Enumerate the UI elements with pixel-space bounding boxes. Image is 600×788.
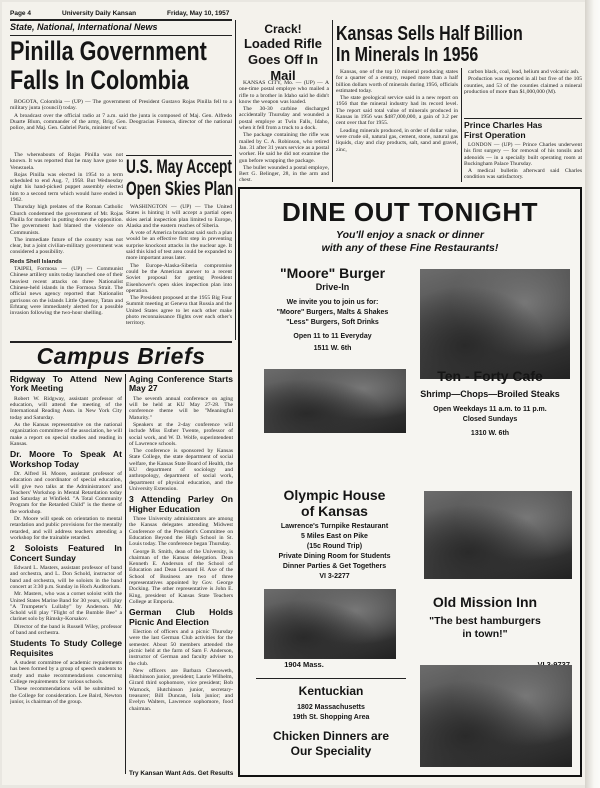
moore-hours: Open 11 to 11 Everyday [293,333,372,340]
section-label: State, National, International News [10,22,158,32]
brief-paragraph: Mr. Masters, who was a cornet soloist with the United States Marine Band for 30 years, will play "A Trumpeter's Lullaby" by Anderson. Mr. Schold will play "Flight of the Bumble Bee" a clarinet solo by Rimsky-Korsakov. [10,591,122,623]
pinilla-paragraph: BOGOTA, Colombia — (UP) — The government of President Gustavo Rojas Pinilla fell to a military junta (council) today. [10,99,232,112]
prince-paragraph: LONDON — (UP) — Prince Charles underwent his first surgery — for removal of his tonsils and adenoids — in a specially built operating room at Buckingham Palace Thursday. [464,142,582,167]
olympic-line: Dinner Parties & Get Togethers [282,563,387,570]
olympic-line: Lawrence's Turnpike Restaurant [280,523,389,530]
pinilla-paragraph: Rojas Pinilla was elected in 1954 to a term scheduled to end Aug. 7, 1958. But Wednesday night his hand-picked puppet assembly elected him to a second term which would have ended in 1962. [10,171,123,204]
brief-paragraph: A student committee of academic requirements has been formed by a group of speech students to study and make recommendations concerning College requirements for various schools. [10,660,122,686]
brief-paragraph: The conference is sponsored by Kansas State College, the state department of social welfare, the Kansas State Board of Health, the KU department of sociology and anthropology, department of social work, department of physical education, and the University Extension. [129,448,233,492]
aerial-headline [126,157,236,207]
prince-rule [464,118,582,119]
kentuckian-location: 19th St. Shopping Area [292,714,370,721]
olympic-name-line2: of Kansas [301,503,368,519]
olympic-line: (15c Round Trip) [306,543,363,550]
pinilla-column [10,152,123,354]
prince-headline [464,120,585,142]
campus-left-column [10,372,122,777]
minerals-paragraph: Production was reported in all but five of the 105 counties, and 53 of the counties claimed a mineral production of more than $1,000,000 (M). [464,76,582,95]
ten-forty-name: Ten - Forty Cafe [437,368,543,384]
minerals-headline-line2: In Minerals In 1956 [336,44,479,66]
pinilla-headline-line2: Falls In Colombia [10,65,189,95]
brief-headline: Aging Conference Starts May 27 [129,374,233,394]
dine-out-ad [238,187,582,777]
ten-forty-photo [264,369,406,433]
moore-line: We invite you to join us for: [286,299,379,306]
pinilla-paragraph: A broadcast over the official radio at 7 a.m. said the junta is composed of Maj. Gen. Alfredo Duarte Blum, commander of the army, Brig. Gen. Deogracias Fonseca, director of the national police, and Maj. Gen. Gabriel Paris, minister of war. [10,112,232,132]
aerial-column [126,204,232,352]
aerial-paragraph: The President proposed at the 1955 Big Four Summit meeting at Geneva that Russia and the United States agree to let each other make photo reconnaissance flights over each other's territory. [126,295,232,327]
kentuckian-tagline-line2: Our Speciality [290,744,372,758]
olympic-line: Private Dining Room for Students [278,553,391,560]
pinilla-lead [10,99,232,155]
brief-paragraph: New officers are Barbara Chenoweth, Hutchinson junior, president; Laurie Wilhelm, Girard third sophomore, vice president; Bob Warnock, Hutchinson junior, secretary-treasurer; Bill Duncan, Iola junior; and Evelyn Walters, Lawrence sophomore, food chairman. [129,667,233,712]
ten-forty-menu: Shrimp—Chops—Broiled Steaks [420,389,560,399]
ten-forty-address: 1310 W. 6th [470,430,510,437]
brief-paragraph: As the Kansas representative on the national organization committee of the association, he will make a report on special studies and reading in Kansas. [10,422,122,447]
olympic-photo [424,491,572,579]
campus-right-column [129,372,233,767]
brief-paragraph: Robert W. Ridgway, assistant professor of education, will attend the meeting of the International Reading Assn. in New York City today and Saturday. [10,395,122,421]
rifle-headline [238,22,328,80]
brief-headline: German Club Holds Picnic And Election [129,607,233,627]
brief-paragraph: These recommendations will be submitted to the College for consideration. Lee Baird, Newton junior, is chairman of the group. [10,686,122,705]
paper-name: University Daily Kansan [62,10,137,17]
prince-headline-line1: Prince Charles Has [464,120,543,130]
kentuckian-name: Kentuckian [298,684,364,698]
brief-headline: 3 Attending Parley On Higher Education [129,494,233,514]
kentuckian-rule [256,678,406,679]
page-gutter [585,0,600,788]
minerals-paragraph: carbon black, coal, lead, helium and volcanic ash. [468,69,580,75]
brief-headline: Dr. Moore To Speak At Workshop Today [10,449,122,469]
newspaper-page [2,2,585,785]
rifle-column [239,80,329,184]
minerals-headline-line1: Kansas Sells Half Billion [336,24,523,45]
minerals-paragraph: Leading minerals produced, in order of dollar value, were crude oil, natural gas, cement, stone, natural gas liquids, clay and clay products, salt, sand and gravel, zinc, [336,127,458,153]
folio-rule [10,19,232,21]
rifle-paragraph: The bullet wounded a postal employe, Bert G. Belinger, 28, in the arm and chest. [239,164,329,184]
brief-paragraph: Dr. Moore will speak on orientation to mental retardation and public provisions for the mentally retarded, and will address teachers attending a workshop for the trainable retarded. [10,516,122,541]
moore-address: 1511 W. 6th [313,345,352,352]
ad-subtitle [240,229,580,257]
brief-paragraph: Edward L. Masters, assistant professor of band and orchestra, and L. Don Schold, instructor of band and orchestra, will be soloists in the band concert at 3:30 p.m. Sunday in Hoch Auditorium. [10,565,122,590]
column-rule [332,20,333,182]
brief-paragraph: The seventh annual conference on aging will be held at KU May 27-28. The conference theme will be "Meaningful Maturity." [129,395,233,421]
rifle-headline-line1: Crack! [264,22,302,36]
moore-drive-in-photo [420,269,570,379]
pinilla-paragraph: The whereabouts of Rojas Pinilla was not known. It was reported that he may have gone to Venezuela. [10,152,123,171]
prince-paragraph: A medical bulletin afterward said Charles condition was satisfactory. [464,168,582,181]
kentuckian-address: 1802 Massachusetts [297,704,365,711]
brief-headline: Ridgway To Attend New York Meeting [10,374,122,394]
moore-burger-listing [250,265,415,385]
column-rule [235,20,236,340]
kentuckian-tagline: Chicken Dinners are [272,729,390,743]
campus-banner [10,342,232,370]
campus-column-rule [125,374,126,774]
section-rule [10,35,232,36]
minerals-column-2 [464,69,582,117]
rifle-paragraph: The 30-30 carbine discharged accidentally Thursday and wounded a postal employe at Twin Falls, Idaho, when it fell from a truck to a dock. [239,106,329,132]
brief-paragraph: Election of officers and a picnic Thursday were the last German Club activities for the semester. About 50 members attended the picnic held at the farm of Sam F. Anderson, instructor of German and faculty adviser to the club. [129,629,233,667]
reds-headline: Reds Shell Islands [10,258,63,265]
prince-headline-line2: First Operation [464,130,526,140]
ad-title [240,197,580,227]
minerals-headline [336,24,585,68]
ad-title-text: DINE OUT TONIGHT [282,197,538,227]
moore-line: "Less" Burgers, Soft Drinks [286,319,379,326]
kentuckian-photo [420,665,572,767]
moore-name: "Moore" Burger [279,265,386,281]
pinilla-headline-line1: Pinilla Government [10,37,207,66]
reds-paragraph: TAIPEI, Formosa — (UP) — Communist Chinese artillery units today launched one of their heaviest recent attacks on three Nationalist Chinese-held islands in the Formosa Strait. The official news agency reported that Nationalist garrisons on the islands Little Quemoy, Tatan and Erhtang were immediately alerted for a possible invasion following the two-hour shelling. [10,266,123,317]
aerial-paragraph: A vote of America broadcast said such a plan would be an effective first step in preventing surprise knockout attacks in the nuclear age. It said this kind of test area could be expanded to more important areas later. [126,230,232,262]
want-ads-footer: Try Kansan Want Ads. Get Results [129,770,234,777]
old-mission-address: 1904 Mass. [284,660,324,669]
pinilla-paragraph: Thursday high prelates of the Roman Catholic Church condemned the government of Mr. Rojas Pinilla for murder in putting down the opposition. The government had blamed the violence on Communists. [10,204,123,236]
aerial-headline-line1: U.S. May Accept [126,157,232,178]
olympic-name: Olympic House [283,487,386,503]
olympic-line: 5 Miles East on Pike [301,533,368,540]
brief-paragraph: Dr. Alfred H. Moore, assistant professor of education and coordinator of special education, will give two talks at the Administrators' and Teachers' Workshop in Mental Retardation today and Saturday at Winfield. "A Total Community Program for the Retarded Child" is the theme of the workshop. [10,471,122,515]
brief-paragraph: George B. Smith, dean of the University, is chairman of the Kansas delegation. Dean Kenneth E. Anderson of the School of Education and Dean Leonard H. Axe of the School of Business are two of three representatives appointed by Gov. George Docking. The other representative is John E. King, president of Kansas State Teachers College at Emporia. [129,548,233,605]
brief-headline: 2 Soloists Featured In Concert Sunday [10,543,122,563]
aerial-rule [126,155,232,156]
ten-forty-hours: Open Weekdays 11 a.m. to 11 p.m. [433,406,547,413]
rifle-headline-line2: Loaded Rifle [243,36,322,51]
campus-banner-title: Campus Briefs [36,343,206,369]
ten-forty-listing [400,367,580,482]
minerals-paragraph: Kansas, one of the top 10 mineral producing states for a quarter of a century, reaped more than a half billion dollars worth of minerals during 1956, officials estimated today. [336,69,458,94]
old-mission-tagline-line2: in town!" [462,628,508,640]
olympic-phone: VI 3-2277 [319,573,350,580]
brief-paragraph: Three University administrators are among the Kansas delegates attending Midwest Conference of the President's Committee on Education Beyond the High School in St. Louis today. The conference began Thursday. [129,516,233,548]
pinilla-headline [10,37,240,107]
kentuckian-listing [252,683,410,773]
aerial-headline-line2: Open Skies Plan [126,179,234,200]
moore-line: "Moore" Burgers, Malts & Shakes [276,309,389,316]
aerial-paragraph: The Europe-Alaska-Siberia compromise could be the American answer to a recent Soviet proposal for getting President Eisenhower's open skies inspection plan into operation. [126,262,232,294]
rifle-headline-line3: Goes Off In Mail [247,52,319,80]
rifle-paragraph: The package containing the rifle was mailed by C. A. Robinson, who retired Jan. 31 after 31 years service as a postal worker. He said he did not examine the gun before wrapping the package. [239,132,329,164]
pinilla-paragraph: The immediate future of the country was not clear, but a joint civilian-military government was considered a possibility. [10,236,123,256]
aerial-paragraph: WASHINGTON — (UP) — The United States is hinting it will accept a partial open skies aerial inspection plan limited to Europe, Alaska and the eastern reaches of Siberia. [126,204,232,229]
brief-paragraph: Director of the band is Russell Wiley, professor of band and orchestra. [10,623,122,637]
column-rule [461,68,462,182]
brief-headline: Students To Study College Requisites [10,638,122,658]
issue-date: Friday, May 10, 1957 [167,10,230,17]
ad-subtitle-line1: You'll enjoy a snack or dinner [336,229,484,241]
brief-paragraph: Speakers at the 2-day conference will include Miss Esther Twente, professor of social work, and W. D. Wolfe, superintendent of Lawrence schools. [129,422,233,447]
old-mission-tagline: "The best hamburgers [429,615,541,627]
rifle-paragraph: KANSAS CITY, Mo. — (UP) — A one-time postal employe who mailed a rifle to a brother in Idaho said he didn't know the weapon was loaded. [239,80,329,105]
ten-forty-closed: Closed Sundays [462,416,518,423]
minerals-paragraph: The state geological service said in a new report on 1956 that the mineral industry had its record level. The report said total value of minerals produced in Kansas in 1956 was $487,000,000, a gain of 3.2 per cent over that for 1955. [336,95,458,127]
old-mission-name: Old Mission Inn [432,594,538,610]
old-mission-photo [264,589,396,659]
moore-subname: Drive-In [315,282,350,292]
minerals-column-1 [336,69,458,184]
olympic-listing [252,487,417,599]
page-number: Page 4 [10,10,31,17]
ad-subtitle-line2: with any of these Fine Restaurants! [321,242,499,254]
prince-column [464,142,582,184]
